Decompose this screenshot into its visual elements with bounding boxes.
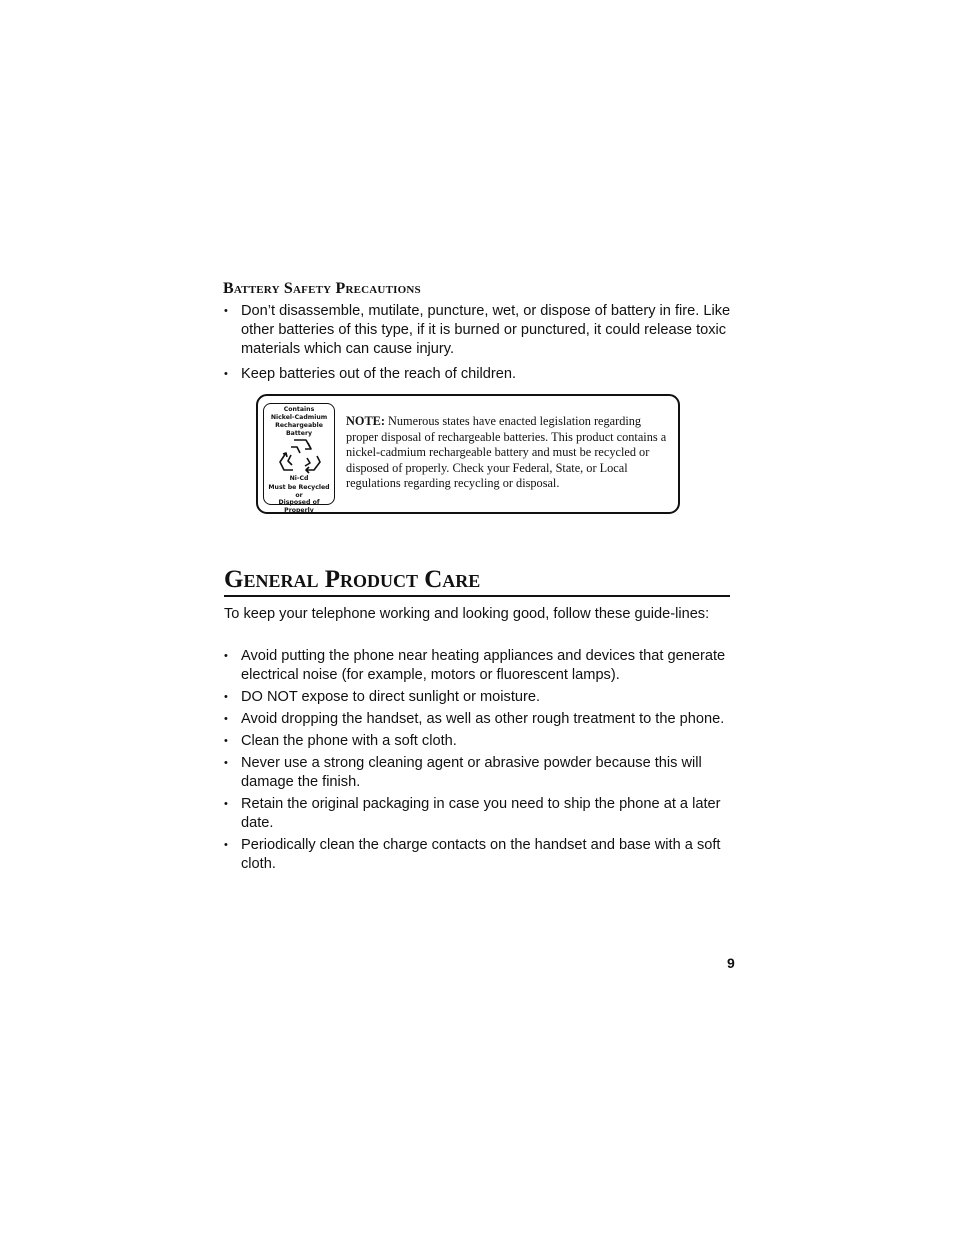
badge-line: Contains	[283, 406, 315, 413]
note-paragraph	[346, 414, 676, 492]
badge-line: Rechargeable Battery	[275, 422, 323, 437]
note-label: NOTE:	[346, 414, 385, 428]
list-item: • Avoid putting the phone near heating appliances and devices that generate electrical noise (for example, motors or fluorescent lamps).	[223, 647, 733, 685]
product-care-list	[223, 647, 733, 877]
badge-header	[264, 406, 334, 438]
battery-precautions-list	[223, 302, 733, 384]
badge-line: Nickel-Cadmium	[270, 414, 328, 421]
heading-rule	[224, 595, 730, 597]
battery-safety-heading: Battery Safety Precautions	[223, 280, 421, 297]
recycling-note-box	[256, 394, 680, 514]
list-item: • Periodically clean the charge contacts on the handset and base with a soft cloth.	[223, 836, 733, 874]
page-number: 9	[727, 955, 735, 971]
badge-line: Must be Recycled or	[268, 484, 330, 499]
badge-chemistry: Ni-Cd	[289, 475, 309, 482]
list-item: • Clean the phone with a soft cloth.	[223, 732, 733, 751]
list-item: • Don’t disassemble, mutilate, puncture, wet, or dispose of battery in fire. Like other batteries of this type, if it is burned or punctured, it could release toxic materials which can cause injury.	[223, 302, 733, 359]
list-item: • Retain the original packaging in case you need to ship the phone at a later date.	[223, 795, 733, 833]
recycle-icon	[278, 435, 322, 475]
care-intro: To keep your telephone working and looking good, follow these guide-lines:	[224, 606, 710, 622]
badge-line: Disposed of Properly	[278, 499, 320, 514]
list-item: • Keep batteries out of the reach of children.	[223, 365, 733, 384]
list-item: • DO NOT expose to direct sunlight or moisture.	[223, 688, 733, 707]
recycle-badge	[263, 403, 335, 514]
general-product-care-heading: General Product Care	[224, 566, 481, 593]
note-body: Numerous states have enacted legislation regarding proper disposal of rechargeable batteries. This product contains a nickel-cadmium rechargeable battery and must be recycled or disposed of properly. Check your Federal, State, or Local regulations regarding recycling or disposal.	[346, 414, 667, 491]
list-item: • Avoid dropping the handset, as well as other rough treatment to the phone.	[223, 710, 733, 729]
list-item: • Never use a strong cleaning agent or abrasive powder because this will damage the finish.	[223, 754, 733, 792]
badge-footer	[264, 484, 334, 514]
